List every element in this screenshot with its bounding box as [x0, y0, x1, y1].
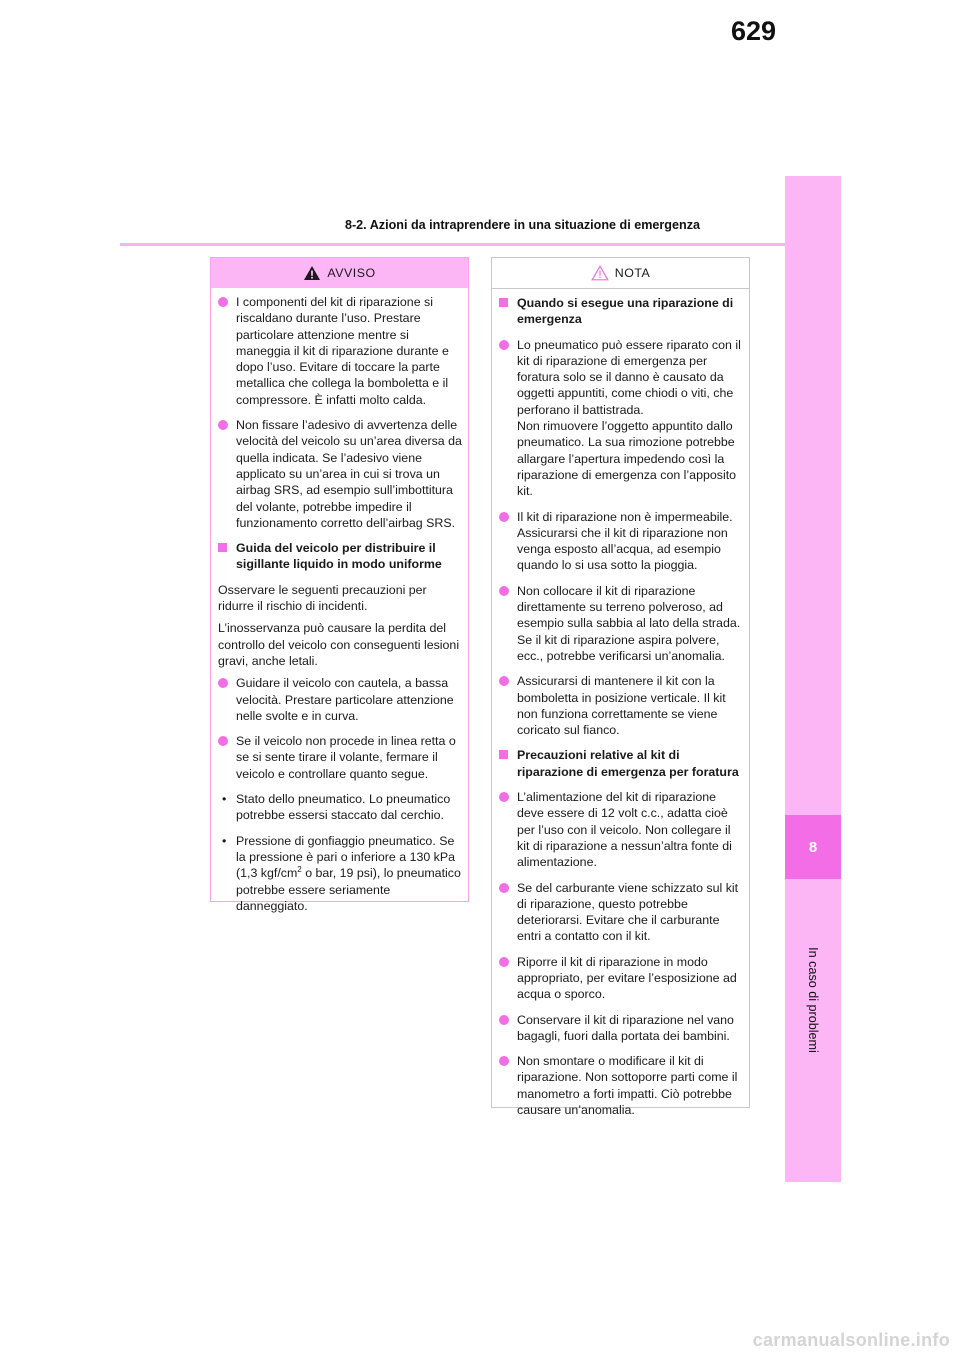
list-item: Non fissare l’adesivo di avvertenza delle velocità del veicolo su un’area diversa da quella indicata. Se l’adesivo viene applicato su un’area in cui si trova un airbag SRS, ad esempio sull’imbottitura del volante, potrebbe impedire il funzionamento corretto dell’airbag SRS.: [218, 417, 462, 531]
warning-title: AVVISO: [327, 266, 376, 280]
list-item: Guidare il veicolo con cautela, a bassa velocità. Prestare particolare attenzione nelle svolte e in curva.: [218, 675, 462, 724]
list-item: Riporre il kit di riparazione in modo appropriato, per evitare l’esposizione ad acqua o sporco.: [499, 954, 743, 1003]
watermark: carmanualsonline.info: [752, 1330, 950, 1350]
list-item: Lo pneumatico può essere riparato con il kit di riparazione di emergenza per foratura solo se il danno è causato da oggetti appuntiti, come chiodi o viti, che perforano il battistrada. Non rimuovere l’oggetto appuntito dallo pneumatico. La sua rimozione potrebbe allargare l’apertura impedendo così la riparazione di emergenza con l’apposito kit.: [499, 337, 743, 500]
bullet-dot-icon: [218, 678, 228, 688]
paragraph: L’inosservanza può causare la perdita del controllo del veicolo con conseguenti lesioni gravi, anche letali.: [218, 621, 460, 668]
page-number: 629: [730, 16, 776, 46]
list-item: Conservare il kit di riparazione nel vano bagagli, fuori dalla portata dei bambini.: [499, 1012, 743, 1045]
bullet-dot-icon: [499, 1056, 509, 1066]
note-title: NOTA: [614, 266, 651, 280]
sub-bullet-item: • Pressione di gonfiaggio pneumatico. Se la pressione è pari o inferiore a 130 kPa (1,3 kgf/$cm^2$ o bar, 19 psi), lo pneumatico potrebbe essere seriamente danneggiato.: [222, 833, 461, 913]
bullet-dot-icon: [499, 512, 509, 522]
paragraph: Osservare le seguenti precauzioni per ridurre il rischio di incidenti.: [218, 582, 427, 614]
list-item: Se del carburante viene schizzato sul kit di riparazione, questo potrebbe deteriorarsi. Evitare che il carburante entri a contatto con il kit.: [499, 880, 743, 945]
square-marker-icon: [499, 750, 508, 759]
list-item: L’alimentazione del kit di riparazione deve essere di 12 volt c.c., adatta cioè per l’uso con il veicolo. Non collegare il kit di riparazione a nessun’altra fonte di alimentazione.: [499, 789, 743, 870]
list-item: Assicurarsi di mantenere il kit con la bomboletta in posizione verticale. Il kit non funziona correttamente se viene coricato sul fianco.: [499, 673, 743, 738]
chapter-number-tab[interactable]: 8: [785, 815, 841, 879]
caution-triangle-icon: [591, 265, 609, 281]
warning-triangle-icon: [303, 265, 321, 281]
chapter-title: In caso di problemi: [806, 947, 820, 1053]
warning-box: [210, 257, 469, 913]
square-marker-icon: [499, 298, 508, 307]
bullet-dot-icon: [499, 883, 509, 893]
bullet-dot-icon: [499, 957, 509, 967]
note-box: [491, 257, 750, 1118]
header-rule: [120, 243, 785, 246]
bullet-dot-icon: [499, 340, 509, 350]
section-title: 8-2. Azioni da intraprendere in una situazione di emergenza: [344, 218, 700, 232]
bullet-dot-icon: [499, 792, 509, 802]
list-item: Se il veicolo non procede in linea retta o se si sente tirare il volante, fermare il veicolo e controllare quanto segue.: [218, 733, 462, 782]
subsection-heading: Precauzioni relative al kit di riparazione di emergenza per foratura: [499, 747, 743, 780]
sub-bullet-item: • Stato dello pneumatico. Lo pneumatico potrebbe essersi staccato dal cerchio.: [222, 792, 451, 823]
subsection-heading: Quando si esegue una riparazione di emergenza: [499, 295, 743, 328]
bullet-dot-icon: [499, 676, 509, 686]
list-item: Il kit di riparazione non è impermeabile. Assicurarsi che il kit di riparazione non venga esposto all’acqua, ad esempio quando lo si usa sotto la pioggia.: [499, 509, 743, 574]
square-marker-icon: [218, 543, 227, 552]
list-item: Non collocare il kit di riparazione direttamente su terreno polveroso, ad esempio sulla sabbia al lato della strada. Se il kit di riparazione aspira polvere, ecc., potrebbe verificarsi un’anomalia.: [499, 583, 743, 664]
list-item: Non smontare o modificare il kit di riparazione. Non sottoporre parti come il manometro a forti impatti. Ciò potrebbe causare un’anomalia.: [499, 1053, 743, 1118]
bullet-dot-icon: [499, 1015, 509, 1025]
bullet-dot-icon: [499, 586, 509, 596]
bullet-dot-icon: [218, 420, 228, 430]
note-header: [492, 258, 749, 289]
list-item: I componenti del kit di riparazione si riscaldano durante l’uso. Prestare particolare attenzione mentre si maneggia il kit di riparazione durante e dopo l’uso. Evitare di toccare la parte metallica che collega la bomboletta e il compressore. È infatti molto calda.: [218, 294, 462, 408]
bullet-dot-icon: [218, 736, 228, 746]
warning-header: [211, 258, 468, 288]
bullet-dot-icon: [218, 297, 228, 307]
subsection-heading: Guida del veicolo per distribuire il sigillante liquido in modo uniforme: [218, 540, 462, 573]
